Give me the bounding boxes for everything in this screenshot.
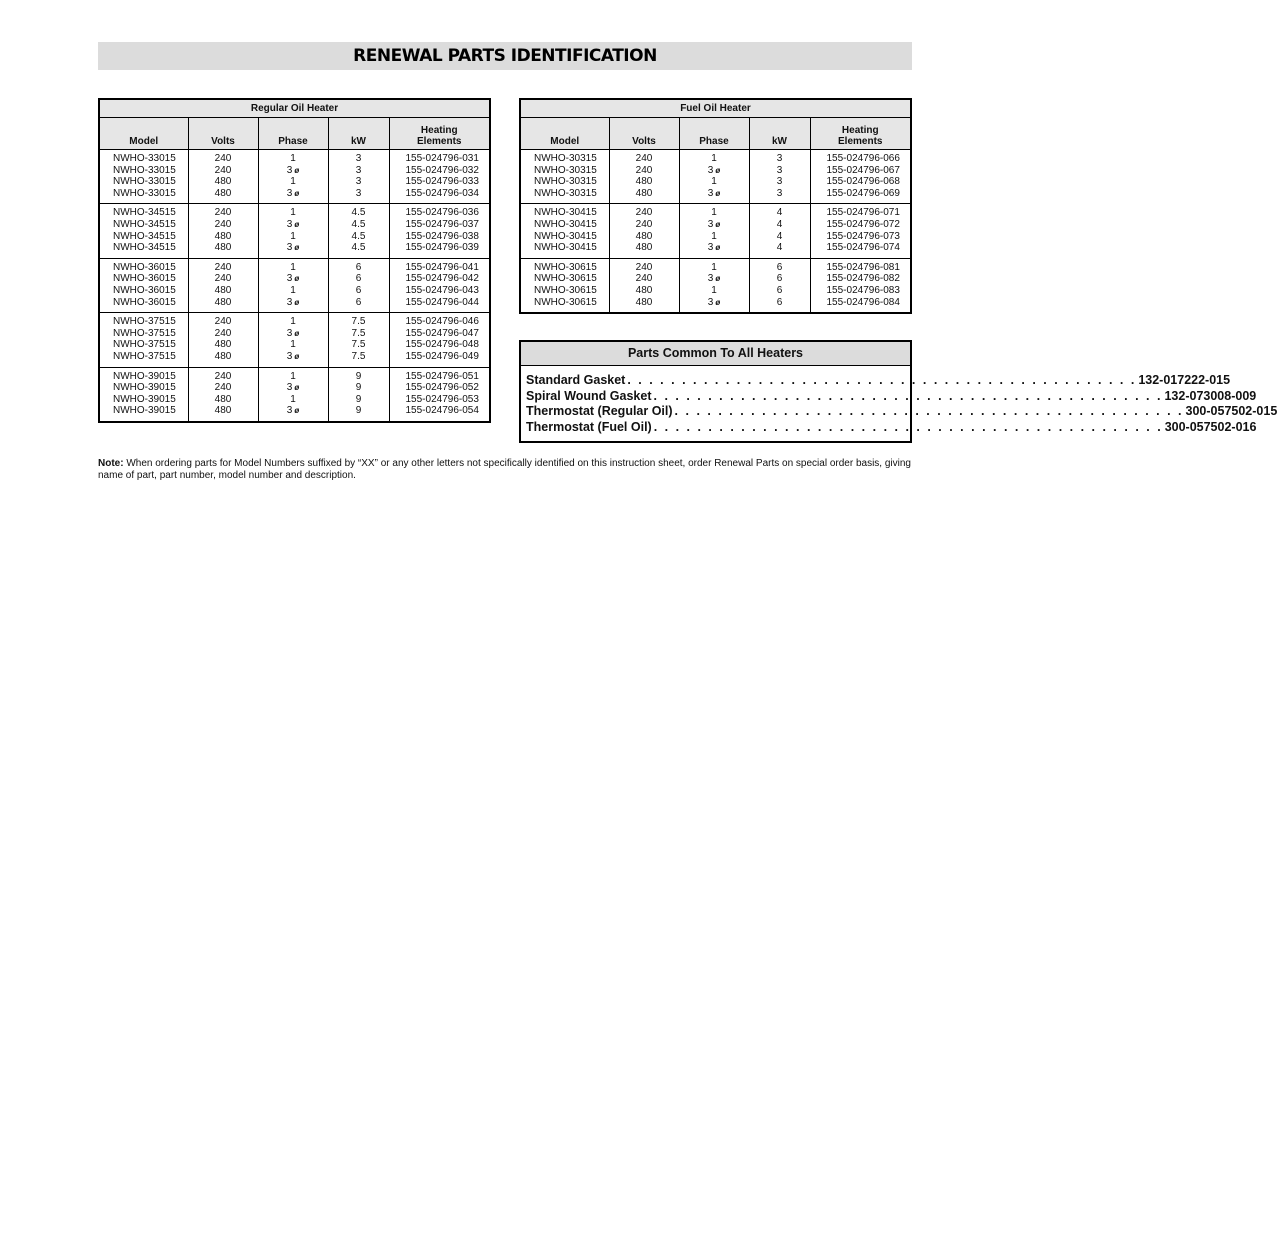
volts-cell-value: 240 [635,207,653,219]
volts-cell-value: 480 [635,176,653,188]
volts-cell-value: 480 [214,339,232,351]
dot-leader: . . . . . . . . . . . . . . . . . . . . . . . . . . . . . . . . . . . . . . . . . . . . . . . [674,404,1184,418]
kw-cell [328,204,389,258]
phase-cell-value: 3 ø [286,350,300,362]
part-name: Thermostat (Fuel Oil) [526,419,652,434]
volts-cell-value: 240 [214,207,232,219]
phase-cell-value: 3 ø [707,187,721,199]
kw-cell-value: 7.5 [351,350,366,362]
phase-cell [258,204,328,258]
phase-cell-value: 1 [290,153,296,164]
kw-cell-value: 6 [355,284,362,296]
model-cell [521,204,609,258]
elements-cell-value: 155-024796-039 [405,242,479,254]
elements-cell [389,150,489,204]
table-row [100,204,489,258]
model-cell-value: NWHO-30315 [534,187,597,199]
model-cell-value: NWHO-39015 [113,405,176,417]
col-volts: Volts [188,118,258,150]
phase-cell-value: 1 [711,230,717,242]
part-number: 300-057502-016 [1164,419,1257,434]
phase-cell-value: 1 [290,316,296,328]
header-row [100,118,489,150]
phase-symbol: ø [294,297,300,307]
common-parts-list [521,366,1277,435]
elements-cell-value: 155-024796-068 [826,176,900,188]
elements-cell-value: 155-024796-038 [405,230,479,242]
model-cell-value: NWHO-30415 [534,242,597,254]
phase-cell-value: 3 ø [286,187,300,199]
model-cell-value: NWHO-33015 [113,164,176,176]
dot-leader: . . . . . . . . . . . . . . . . . . . . . . . . . . . . . . . . . . . . . . . . . . . . . . . [627,373,1137,387]
phase-cell-value: 1 [711,261,717,273]
kw-cell-value: 4 [776,230,783,242]
volts-cell [188,367,258,421]
volts-cell-value: 480 [635,242,653,254]
kw-cell [328,258,389,312]
note-text: When ordering parts for Model Numbers suffixed by “XX” or any other letters not specifically identified on this instruction sheet, order Renewal Parts on special order basis, giving name of part, part number, model number and description. [98,458,911,481]
col-volts: Volts [609,118,679,150]
kw-cell-value: 3 [776,176,783,188]
elements-cell-value: 155-024796-054 [405,405,479,417]
kw-cell-value: 6 [776,261,783,273]
phase-symbol: ø [715,219,721,229]
kw-cell-value: 7.5 [351,327,366,339]
kw-cell-value: 6 [776,284,783,296]
volts-cell-value: 240 [214,370,232,382]
volts-cell-value: 240 [635,164,653,176]
kw-cell [749,204,810,258]
table-caption: Regular Oil Heater [100,100,489,118]
elements-cell-value: 155-024796-042 [405,273,479,285]
table-row [100,258,489,312]
kw-cell-value: 9 [355,393,362,405]
elements-cell [389,367,489,421]
phase-cell-value: 1 [290,393,296,405]
kw-cell [328,150,389,204]
volts-cell-value: 240 [214,382,232,394]
volts-cell-value: 480 [214,284,232,296]
phase-cell-value: 3 ø [707,164,721,176]
elements-cell [389,204,489,258]
model-cell-value: NWHO-34515 [113,242,176,254]
elements-cell-value: 155-024796-047 [405,327,479,339]
elements-cell-value: 155-024796-072 [826,218,900,230]
model-cell-value: NWHO-30615 [534,296,597,308]
table-row [521,258,910,312]
phase-cell-value: 3 ø [707,242,721,254]
phase-symbol: ø [294,219,300,229]
elements-cell-value: 155-024796-044 [405,296,479,308]
phase-cell-value: 1 [290,284,296,296]
title-bar [98,42,912,70]
model-cell-value: NWHO-34515 [113,207,176,219]
kw-cell-value: 6 [355,296,362,308]
volts-cell [188,150,258,204]
phase-symbol: ø [294,351,300,361]
col-model: Model [100,118,188,150]
volts-cell-value: 480 [214,187,232,199]
common-part-item [526,419,1257,436]
elements-cell-value: 155-024796-034 [405,187,479,199]
phase-cell-value: 3 ø [286,273,300,285]
kw-cell-value: 4.5 [351,242,366,254]
elements-cell-value: 155-024796-031 [405,153,479,164]
kw-cell-value: 3 [776,187,783,199]
phase-symbol: ø [715,274,721,284]
kw-cell-value: 3 [355,153,362,164]
phase-cell-value: 1 [290,230,296,242]
col-phase: Phase [679,118,749,150]
kw-cell-value: 6 [355,261,362,273]
model-cell-value: NWHO-36015 [113,284,176,296]
volts-cell-value: 240 [214,327,232,339]
dot-leader: . . . . . . . . . . . . . . . . . . . . . . . . . . . . . . . . . . . . . . . . . . . . . . . [653,419,1163,434]
kw-cell-value: 6 [776,273,783,285]
phase-cell-value: 3 ø [286,242,300,254]
volts-cell-value: 480 [214,242,232,254]
kw-cell-value: 7.5 [351,339,366,351]
elements-cell-value: 155-024796-033 [405,176,479,188]
model-cell-value: NWHO-36015 [113,273,176,285]
volts-cell [609,258,679,312]
kw-cell-value: 9 [355,382,362,394]
volts-cell-value: 240 [214,153,232,164]
model-cell [100,150,188,204]
kw-cell-value: 4 [776,218,783,230]
part-name: Thermostat (Regular Oil) [526,404,673,418]
volts-cell-value: 480 [635,284,653,296]
model-cell-value: NWHO-30415 [534,230,597,242]
phase-symbol: ø [294,383,300,393]
elements-cell-value: 155-024796-081 [826,261,900,273]
phase-cell-value: 1 [290,261,296,273]
model-cell-value: NWHO-37515 [113,316,176,328]
col-heating-elements: Heating Elements [810,118,910,150]
model-cell [100,313,188,367]
phase-cell [258,367,328,421]
model-cell [100,258,188,312]
phase-cell-value: 1 [290,176,296,188]
model-cell-value: NWHO-36015 [113,296,176,308]
kw-cell [749,150,810,204]
phase-cell-value: 1 [711,207,717,219]
elements-cell-value: 155-024796-036 [405,207,479,219]
fuel-oil-heater-table [519,98,912,314]
model-cell-value: NWHO-33015 [113,176,176,188]
volts-cell-value: 240 [635,153,653,164]
elements-cell-value: 155-024796-046 [405,316,479,328]
elements-cell-value: 155-024796-043 [405,284,479,296]
phase-symbol: ø [294,406,300,416]
volts-cell [188,313,258,367]
kw-cell [328,367,389,421]
phase-cell [679,204,749,258]
kw-cell-value: 3 [355,176,362,188]
phase-symbol: ø [294,328,300,338]
elements-cell-value: 155-024796-082 [826,273,900,285]
volts-cell-value: 480 [214,350,232,362]
phase-cell [258,258,328,312]
common-part-item [526,373,1231,389]
kw-cell-value: 9 [355,405,362,417]
col-phase: Phase [258,118,328,150]
phase-symbol: ø [715,165,721,175]
model-cell-value: NWHO-37515 [113,339,176,351]
model-cell [521,258,609,312]
phase-cell [258,313,328,367]
elements-cell [389,313,489,367]
table-row [100,313,489,367]
col-kw: kW [749,118,810,150]
kw-cell-value: 4 [776,242,783,254]
volts-cell [609,204,679,258]
volts-cell-value: 480 [214,393,232,405]
page-title: RENEWAL PARTS IDENTIFICATION [353,46,657,66]
elements-cell-value: 155-024796-037 [405,218,479,230]
volts-cell-value: 480 [214,296,232,308]
kw-cell [749,258,810,312]
elements-cell-value: 155-024796-049 [405,350,479,362]
kw-cell-value: 4.5 [351,230,366,242]
common-part-item [526,388,1257,405]
phase-symbol: ø [294,274,300,284]
elements-cell [389,258,489,312]
volts-cell-value: 480 [635,230,653,242]
volts-cell-value: 240 [214,164,232,176]
kw-cell-value: 4.5 [351,207,366,219]
elements-cell-value: 155-024796-083 [826,284,900,296]
kw-cell-value: 3 [776,164,783,176]
phase-cell-value: 3 ø [286,405,300,417]
model-cell-value: NWHO-30415 [534,218,597,230]
volts-cell-value: 480 [214,176,232,188]
volts-cell-value: 240 [635,218,653,230]
elements-cell-value: 155-024796-053 [405,393,479,405]
model-cell-value: NWHO-34515 [113,218,176,230]
table-row [521,150,910,204]
note-label: Note: [98,458,124,469]
phase-cell-value: 1 [711,176,717,188]
col-heating-elements: Heating Elements [389,118,489,150]
volts-cell-value: 240 [214,316,232,328]
model-cell-value: NWHO-30415 [534,207,597,219]
volts-cell [609,150,679,204]
table-row [100,367,489,421]
volts-cell-value: 480 [214,405,232,417]
phase-cell-value: 1 [711,284,717,296]
phase-cell-value: 1 [711,153,717,164]
model-cell-value: NWHO-30615 [534,273,597,285]
phase-cell-value: 3 ø [286,218,300,230]
kw-cell-value: 9 [355,370,362,382]
model-cell-value: NWHO-30315 [534,164,597,176]
phase-cell [679,258,749,312]
table-row [521,204,910,258]
volts-cell-value: 240 [214,273,232,285]
elements-cell-value: 155-024796-041 [405,261,479,273]
volts-cell-value: 240 [214,218,232,230]
elements-cell-value: 155-024796-051 [405,370,479,382]
model-cell [100,204,188,258]
phase-symbol: ø [715,243,721,253]
elements-cell-value: 155-024796-074 [826,242,900,254]
phase-cell [258,150,328,204]
phase-cell-value: 1 [290,339,296,351]
phase-cell-value: 3 ø [286,327,300,339]
kw-cell-value: 4 [776,207,783,219]
phase-cell [679,150,749,204]
model-cell-value: NWHO-39015 [113,370,176,382]
elements-cell-value: 155-024796-084 [826,296,900,308]
model-cell-value: NWHO-30615 [534,261,597,273]
table-caption: Fuel Oil Heater [521,100,910,118]
col-model: Model [521,118,609,150]
volts-cell-value: 240 [635,273,653,285]
model-cell-value: NWHO-30315 [534,176,597,188]
volts-cell-value: 480 [214,230,232,242]
col-kw: kW [328,118,389,150]
phase-cell-value: 3 ø [707,296,721,308]
part-number: 132-017222-015 [1138,373,1231,387]
model-cell-value: NWHO-39015 [113,382,176,394]
phase-cell-value: 3 ø [707,218,721,230]
kw-cell-value: 3 [355,164,362,176]
phase-cell-value: 3 ø [286,164,300,176]
common-part-item [526,404,1277,420]
kw-cell [328,313,389,367]
dot-leader: . . . . . . . . . . . . . . . . . . . . . . . . . . . . . . . . . . . . . . . . . . . . . . . [653,388,1163,403]
elements-cell [810,150,910,204]
header-row [521,118,910,150]
phase-cell-value: 1 [290,207,296,219]
model-cell-value: NWHO-30315 [534,153,597,164]
phase-cell-value: 3 ø [286,296,300,308]
phase-symbol: ø [294,188,300,198]
elements-cell-value: 155-024796-066 [826,153,900,164]
elements-cell-value: 155-024796-048 [405,339,479,351]
elements-cell-value: 155-024796-069 [826,187,900,199]
volts-cell [188,204,258,258]
model-cell-value: NWHO-33015 [113,187,176,199]
regular-oil-heater-table [98,98,491,423]
part-number: 300-057502-015 [1185,404,1277,418]
kw-cell-value: 3 [776,153,783,164]
model-cell-value: NWHO-39015 [113,393,176,405]
part-name: Standard Gasket [526,373,626,387]
phase-symbol: ø [715,188,721,198]
part-number: 132-073008-009 [1164,388,1257,403]
elements-cell-value: 155-024796-032 [405,164,479,176]
common-parts-caption: Parts Common To All Heaters [521,342,910,366]
volts-cell-value: 240 [635,261,653,273]
volts-cell-value: 480 [635,187,653,199]
kw-cell-value: 3 [355,187,362,199]
elements-cell [810,258,910,312]
phase-cell-value: 3 ø [286,382,300,394]
elements-cell-value: 155-024796-073 [826,230,900,242]
elements-cell [810,204,910,258]
kw-cell-value: 7.5 [351,316,366,328]
common-parts-box [519,340,1277,443]
model-cell [521,150,609,204]
part-name: Spiral Wound Gasket [526,388,652,403]
model-cell-value: NWHO-34515 [113,230,176,242]
model-cell [100,367,188,421]
model-cell-value: NWHO-33015 [113,153,176,164]
kw-cell-value: 6 [355,273,362,285]
elements-cell-value: 155-024796-071 [826,207,900,219]
volts-cell-value: 480 [635,296,653,308]
volts-cell [188,258,258,312]
phase-cell-value: 1 [290,370,296,382]
elements-cell-value: 155-024796-067 [826,164,900,176]
model-cell-value: NWHO-37515 [113,350,176,362]
kw-cell-value: 6 [776,296,783,308]
table-row [100,150,489,204]
model-cell-value: NWHO-36015 [113,261,176,273]
phase-symbol: ø [715,297,721,307]
phase-cell-value: 3 ø [707,273,721,285]
volts-cell-value: 240 [214,261,232,273]
model-cell-value: NWHO-30615 [534,284,597,296]
order-note [98,458,912,482]
elements-cell-value: 155-024796-052 [405,382,479,394]
kw-cell-value: 4.5 [351,218,366,230]
phase-symbol: ø [294,165,300,175]
phase-symbol: ø [294,243,300,253]
model-cell-value: NWHO-37515 [113,327,176,339]
